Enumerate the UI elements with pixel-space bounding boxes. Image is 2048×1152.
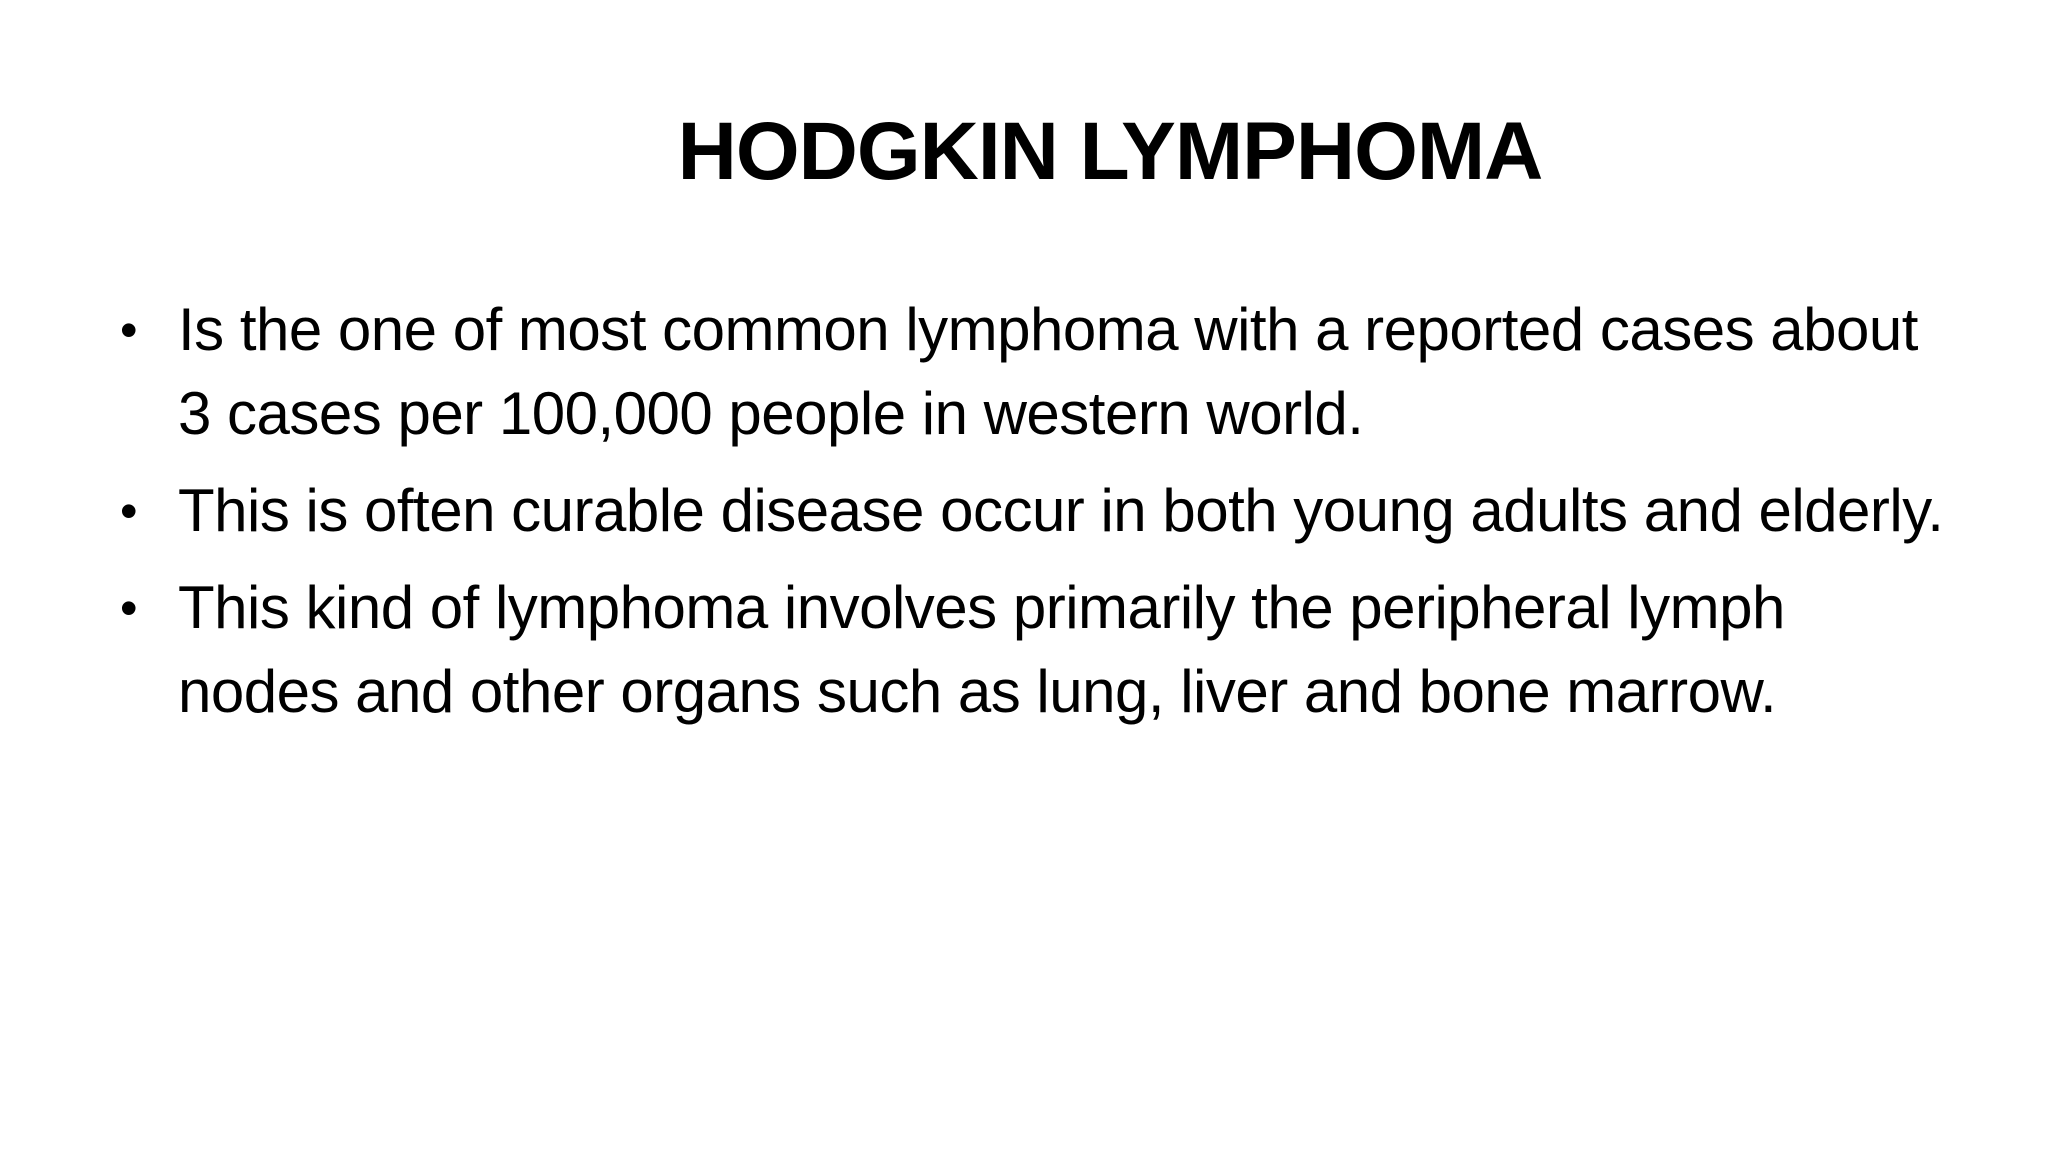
bullet-item (120, 566, 1950, 734)
bullet-list (120, 288, 1950, 747)
bullet-item (120, 288, 1950, 456)
bullet-item (120, 469, 1950, 553)
bullet-text: This is often curable disease occur in both young adults and elderly. (178, 477, 1944, 544)
bullet-text: Is the one of most common lymphoma with a reported cases about 3 cases per 100,000 people in western world. (178, 296, 1918, 447)
bullet-text: This kind of lymphoma involves primarily the peripheral lymph nodes and other organs such as lung, liver and bone marrow. (178, 574, 1785, 725)
bullet-marker: • (120, 483, 138, 539)
bullet-marker: • (120, 580, 138, 636)
bullet-marker: • (120, 302, 138, 358)
slide-title: HODGKIN LYMPHOMA (677, 106, 1543, 197)
